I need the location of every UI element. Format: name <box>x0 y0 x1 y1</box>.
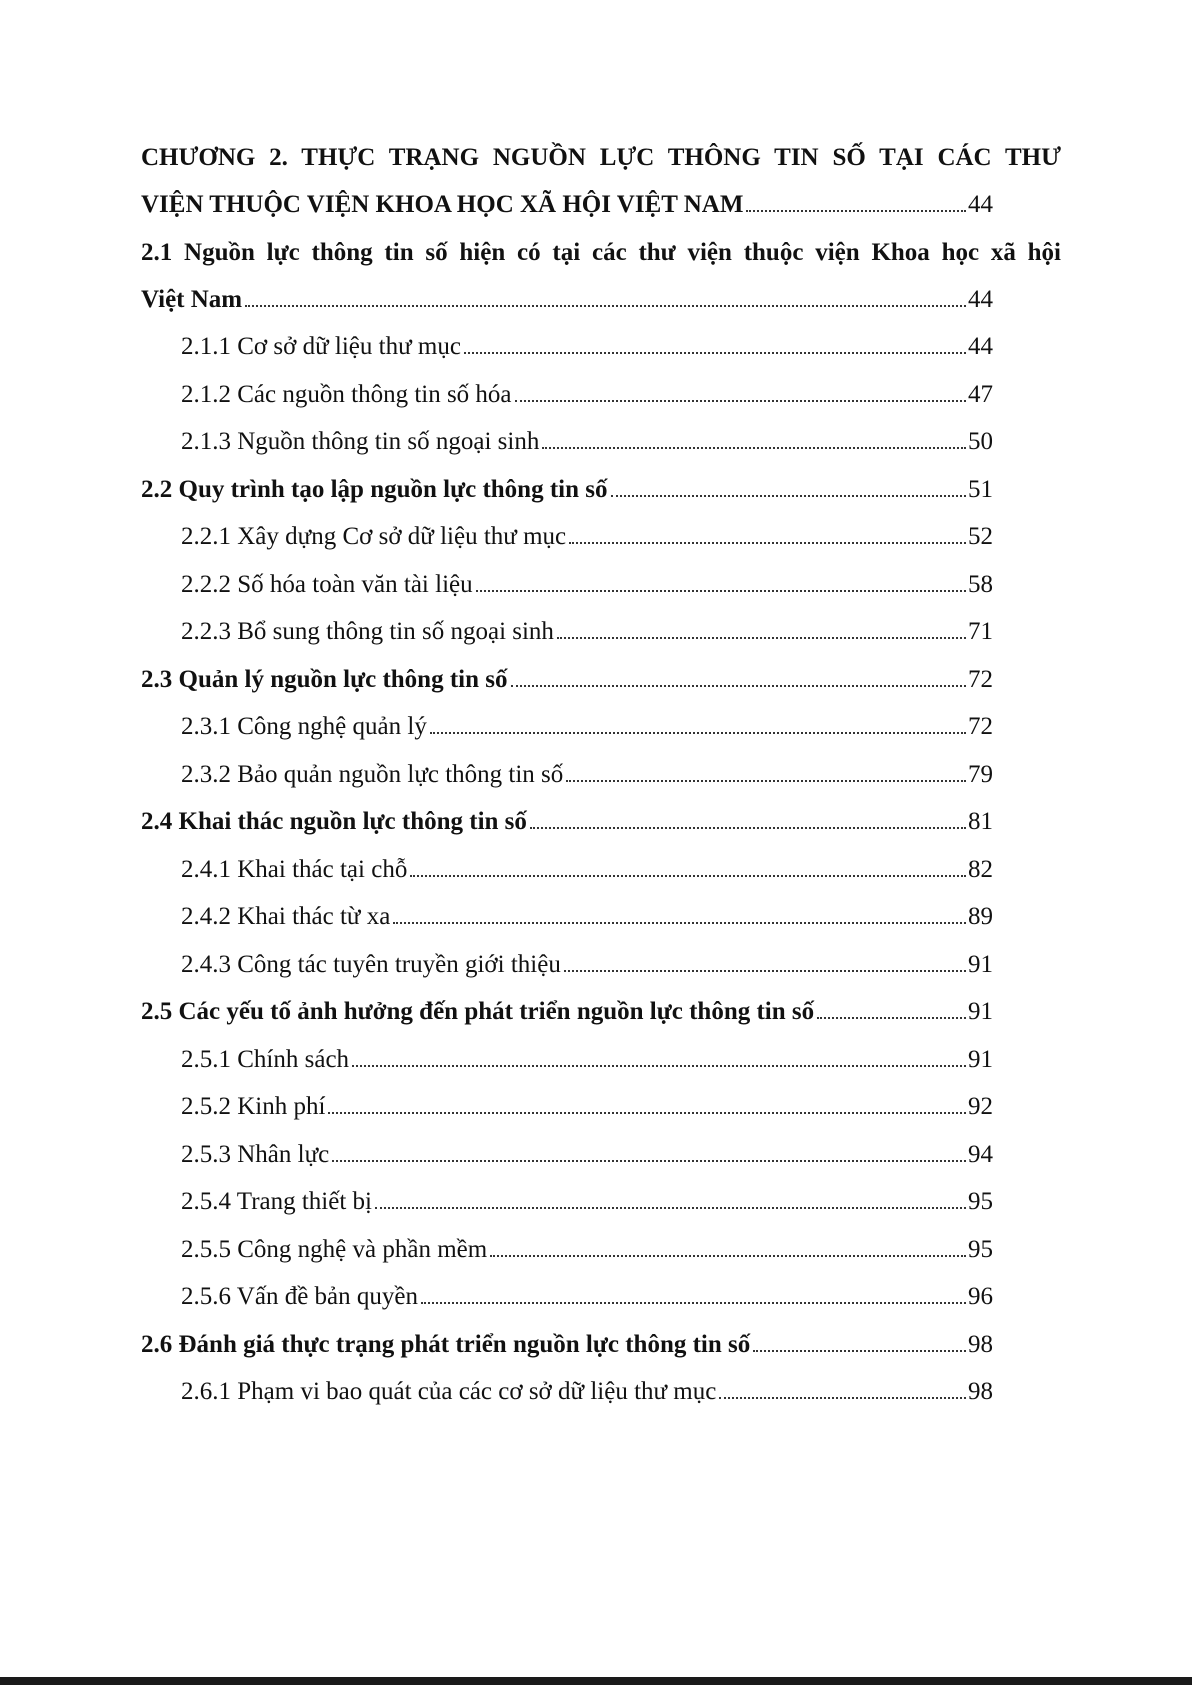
entry-label: 2.5.6 Vấn đề bản quyền <box>181 1283 418 1310</box>
toc-entry-2-4-2[interactable] <box>141 893 993 941</box>
page-number: 72 <box>968 713 993 740</box>
section-2-1-line2: Việt Nam <box>141 285 243 313</box>
entry-label: 2.6.1 Phạm vi bao quát của các cơ sở dữ liệu thư mục <box>181 1378 717 1405</box>
dot-leader <box>515 399 966 402</box>
dot-leader <box>245 304 966 307</box>
page-number: 52 <box>968 523 993 550</box>
entry-label: 2.2 Quy trình tạo lập nguồn lực thông tin số <box>141 475 608 503</box>
page-number: 82 <box>968 855 993 883</box>
page-number: 58 <box>968 570 993 598</box>
dot-leader <box>421 1301 966 1304</box>
toc-entry-2-5-2[interactable] <box>141 1083 993 1131</box>
toc-entry-2-5-6[interactable] <box>141 1273 993 1321</box>
page-number: 51 <box>968 475 993 503</box>
page-number: 71 <box>968 618 993 645</box>
dot-leader <box>393 921 966 924</box>
page-number: 44 <box>968 285 993 313</box>
toc-entry-2-5-5[interactable] <box>141 1226 993 1274</box>
toc-entry-2-6-1[interactable] <box>141 1368 993 1416</box>
dot-leader <box>410 874 966 877</box>
dot-leader <box>328 1111 966 1114</box>
toc-entry-2-1-3[interactable] <box>141 418 993 466</box>
toc-entry-2-4[interactable] <box>141 798 993 846</box>
toc-entry-2-5-4[interactable] <box>141 1178 993 1226</box>
page-number: 91 <box>968 998 993 1025</box>
entry-label: 2.5.5 Công nghệ và phần mềm <box>181 1235 488 1263</box>
table-of-contents <box>141 134 1061 1416</box>
toc-entry-2-3[interactable] <box>141 656 993 704</box>
dot-leader <box>569 541 966 544</box>
dot-leader <box>817 1016 966 1019</box>
entry-label: 2.5.1 Chính sách <box>181 1045 350 1073</box>
chapter-heading-line1: CHƯƠNG 2. THỰC TRẠNG NGUỒN LỰC THÔNG TIN SỐ TẠI CÁC THƯ <box>141 144 1061 171</box>
toc-entry-2-3-2[interactable] <box>141 751 993 799</box>
toc-entry-2-5[interactable] <box>141 988 993 1036</box>
entry-label: 2.5.3 Nhân lực <box>181 1140 330 1168</box>
dot-leader <box>332 1159 966 1162</box>
page-number: 92 <box>968 1093 993 1120</box>
toc-entry-2-5-1[interactable] <box>141 1036 993 1084</box>
toc-entry-2-5-3[interactable] <box>141 1131 993 1179</box>
toc-entry-2-2[interactable] <box>141 466 993 514</box>
chapter-heading-line2: VIỆN THUỘC VIỆN KHOA HỌC XÃ HỘI VIỆT NAM <box>141 191 744 218</box>
dot-leader <box>511 684 967 687</box>
toc-entry-2-1-2[interactable] <box>141 371 993 419</box>
entry-label: 2.4 Khai thác nguồn lực thông tin số <box>141 808 527 835</box>
dot-leader <box>375 1206 966 1209</box>
toc-entry-2-2-1[interactable] <box>141 513 993 561</box>
page-number: 81 <box>968 808 993 835</box>
page-number: 47 <box>968 380 993 408</box>
toc-entry-2-1-1[interactable] <box>141 323 993 371</box>
dot-leader <box>430 731 966 734</box>
dot-leader <box>542 446 966 449</box>
entry-label: 2.4.1 Khai thác tại chỗ <box>181 855 408 883</box>
dot-leader <box>352 1064 966 1067</box>
page-number: 94 <box>968 1140 993 1168</box>
entry-label: 2.1.3 Nguồn thông tin số ngoại sinh <box>181 428 540 455</box>
dot-leader <box>611 494 967 497</box>
dot-leader <box>753 1349 966 1352</box>
entry-label: 2.2.1 Xây dựng Cơ sở dữ liệu thư mục <box>181 523 567 550</box>
page-number: 44 <box>968 191 993 218</box>
dot-leader <box>719 1396 966 1399</box>
page-number: 96 <box>968 1283 993 1310</box>
dot-leader <box>476 589 966 592</box>
dot-leader <box>566 779 966 782</box>
dot-leader <box>564 969 966 972</box>
page-number: 98 <box>968 1330 993 1358</box>
page-number: 91 <box>968 1045 993 1073</box>
toc-entry-2-2-2[interactable] <box>141 561 993 609</box>
entry-label: 2.5.4 Trang thiết bị <box>181 1188 372 1215</box>
entry-label: 2.6 Đánh giá thực trạng phát triển nguồn lực thông tin số <box>141 1330 751 1358</box>
entry-label: 2.5.2 Kinh phí <box>181 1093 326 1120</box>
entry-label: 2.1.2 Các nguồn thông tin số hóa <box>181 380 512 408</box>
section-2-1-line1: 2.1 Nguồn lực thông tin số hiện có tại các thư viện thuộc viện Khoa học xã hội <box>141 238 1061 266</box>
entry-label: 2.2.2 Số hóa toàn văn tài liệu <box>181 570 473 598</box>
dot-leader <box>746 209 966 212</box>
entry-label: 2.4.3 Công tác tuyên truyền giới thiệu <box>181 950 561 978</box>
dot-leader <box>490 1254 966 1257</box>
page-number: 79 <box>968 760 993 788</box>
page-number: 89 <box>968 903 993 930</box>
toc-entry-2-2-3[interactable] <box>141 608 993 656</box>
dot-leader <box>557 636 966 639</box>
page-number: 95 <box>968 1235 993 1263</box>
page-bottom-edge <box>0 1677 1192 1685</box>
toc-entry-2-4-3[interactable] <box>141 941 993 989</box>
entry-label: 2.2.3 Bổ sung thông tin số ngoại sinh <box>181 618 554 645</box>
toc-entry-chapter-2[interactable] <box>141 181 993 229</box>
entry-label: 2.4.2 Khai thác từ xa <box>181 903 391 930</box>
page-number: 95 <box>968 1188 993 1215</box>
entry-label: 2.3.1 Công nghệ quản lý <box>181 713 427 740</box>
toc-entry-2-6[interactable] <box>141 1321 993 1369</box>
toc-entry-2-4-1[interactable] <box>141 846 993 894</box>
dot-leader <box>530 826 966 829</box>
entry-label: 2.5 Các yếu tố ảnh hưởng đến phát triển nguồn lực thông tin số <box>141 998 815 1025</box>
page-number: 50 <box>968 428 993 455</box>
page-number: 44 <box>968 333 993 360</box>
page-number: 98 <box>968 1378 993 1405</box>
entry-label: 2.3.2 Bảo quản nguồn lực thông tin số <box>181 760 564 788</box>
toc-entry-2-3-1[interactable] <box>141 703 993 751</box>
page-number: 72 <box>968 665 993 693</box>
page-number: 91 <box>968 950 993 978</box>
toc-entry-2-1[interactable] <box>141 276 993 324</box>
entry-label: 2.1.1 Cơ sở dữ liệu thư mục <box>181 333 461 360</box>
entry-label: 2.3 Quản lý nguồn lực thông tin số <box>141 665 508 693</box>
dot-leader <box>464 351 966 354</box>
